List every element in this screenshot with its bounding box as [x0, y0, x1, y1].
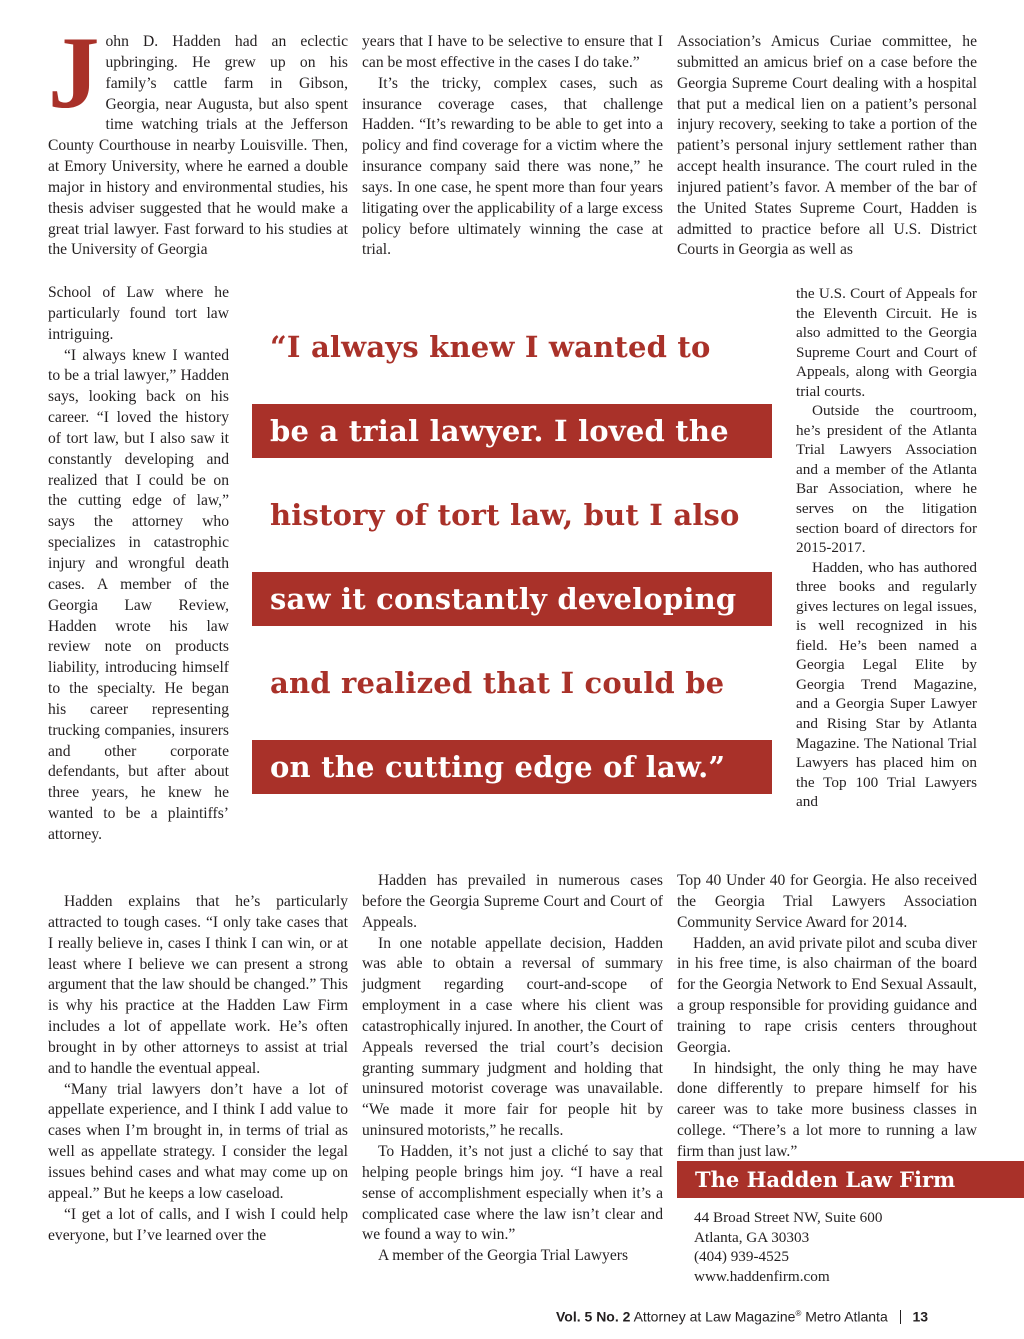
- pull-quote-line: “I always knew I wanted to: [270, 330, 711, 364]
- drop-cap: J: [48, 16, 100, 130]
- page-number: 13: [912, 1308, 929, 1325]
- paragraph: “I get a lot of calls, and I wish I could help everyone, but I’ve learned over the: [48, 1205, 348, 1244]
- firm-address-line-1: 44 Broad Street NW, Suite 600: [694, 1209, 883, 1226]
- article-column-3-top: [677, 32, 977, 261]
- article-column-1-bottom: [48, 892, 348, 1246]
- paragraph: “I always knew I wanted to be a trial lawyer,” Hadden says, looking back on his career. “I loved the history of tort law, but I also saw it constantly developing and realized that I could be on the cutting edge of law,” says the attorney who specializes in catastrophic injury and wrongful death cases. A member of the Georgia Law Review, Hadden wrote his law review note on products liability, introducing himself to the specialty. He began his career representing trucking companies, insurers and other corporate defendants, but after about three years, he knew he wanted to be a plaintiffs’ attorney.: [48, 346, 229, 843]
- paragraph: School of Law where he particularly found tort law intriguing.: [48, 284, 229, 343]
- pull-quote-line: history of tort law, but I also: [270, 498, 740, 532]
- pull-quote-line: saw it constantly developing: [252, 572, 772, 626]
- page-footer: [556, 1304, 986, 1327]
- footer-volume: Vol. 5 No. 2: [556, 1308, 631, 1325]
- paragraph: the U.S. Court of Appeals for the Eleventh Circuit. He is also admitted to the Georgia Supreme Court and Court of Appeals, along with Georgia trial courts.: [796, 285, 977, 400]
- paragraph: A member of the Georgia Trial Lawyers: [378, 1247, 629, 1265]
- paragraph: In one notable appellate decision, Hadden was able to obtain a reversal of summary judgment regarding court-and-scope of employment in a case where his client was catastrophically injured. In another, the Court of Appeals reversed the trial court’s decision granting summary judgment and holding that uninsured motorist coverage was unavailable. “We made it more fair for people hit by uninsured motorists,” he recalls.: [362, 934, 663, 1140]
- footer-edition: Metro Atlanta: [805, 1308, 888, 1325]
- pull-quote-line: and realized that I could be: [270, 666, 725, 700]
- firm-phone: (404) 939-4525: [694, 1248, 789, 1265]
- paragraph: “Many trial lawyers don’t have a lot of appellate experience, and I think I add value to cases when I’m brought in, in terms of trial as well as appellate strategy. I consider the legal issues behind cases and what may come up on appeal.” But he keeps a low caseload.: [48, 1080, 348, 1202]
- registered-mark: ®: [795, 1309, 802, 1318]
- paragraph: years that I have to be selective to ensure that I can be most effective in the cases I do take.”: [362, 33, 663, 71]
- firm-website-link[interactable]: www.haddenfirm.com: [694, 1267, 830, 1285]
- pull-quote-line: be a trial lawyer. I loved the: [252, 404, 772, 458]
- article-column-2-top: [362, 32, 663, 261]
- firm-address-line-2: Atlanta, GA 30303: [694, 1228, 810, 1246]
- article-column-2-bottom: [362, 871, 663, 1267]
- article-column-1-narrow: [48, 283, 229, 846]
- footer-divider: [900, 1310, 901, 1324]
- footer-magazine-name: Attorney at Law Magazine: [633, 1308, 796, 1325]
- paragraph: Outside the courtroom, he’s president of the Atlanta Trial Lawyers Association and a member of the Atlanta Bar Association, where he serves on the litigation section board of directors for 2015-2017.: [796, 402, 977, 557]
- article-column-3-bottom: [677, 871, 977, 1163]
- paragraph: In hindsight, the only thing he may have done differently to prepare himself for his career was to take more business classes in college. “There’s a lot more to running a law firm than just law.”: [677, 1059, 977, 1160]
- pull-quote-line: on the cutting edge of law.”: [252, 740, 772, 794]
- paragraph: Hadden has prevailed in numerous cases before the Georgia Supreme Court and Court of Appeals.: [362, 872, 663, 931]
- paragraph: To Hadden, it’s not just a cliché to say that helping people brings him joy. “I have a real sense of accomplishment especially when it’s a complicated case where the law isn’t clear and we found a way to win.”: [362, 1142, 663, 1244]
- paragraph: Hadden, an avid private pilot and scuba diver in his free time, is also chairman of the board for the Georgia Network to End Sexual Assault, a group responsible for providing guidance and training to rape crisis centers throughout Georgia.: [677, 934, 977, 1056]
- article-column-1-top: [48, 16, 348, 261]
- paragraph: Top 40 Under 40 for Georgia. He also received the Georgia Trial Lawyers Association Community Service Award for 2014.: [677, 872, 977, 931]
- opening-paragraph: ohn D. Hadden had an eclectic upbringing. He grew up on his family’s cattle farm in Gibson, Georgia, near Augusta, but also spent time watching trials at the Jefferson County Courthouse in nearby Louisville. Then, at Emory University, where he earned a double major in history and environmental studies, his thesis adviser suggested that he would make a great trial lawyer. Fast forward to his studies at the University of Georgia: [48, 33, 348, 259]
- article-column-3-narrow: [796, 284, 977, 812]
- paragraph: Association’s Amicus Curiae committee, he submitted an amicus brief on a case before the Georgia Supreme Court dealing with a hospital that put a medical lien on a patient’s personal injury recovery, seeking to take a portion of the patient’s personal injury settlement rather than accept health insurance. The court ruled in the injured patient’s favor. A member of the bar of the United States Supreme Court, Hadden is admitted to practice before all U.S. District Courts in Georgia as well as: [677, 33, 977, 259]
- paragraph: Hadden, who has authored three books and regularly gives lectures on legal issues, is well recognized in his field. He’s been named a Georgia Legal Elite by Georgia Trend Magazine, and a Georgia Super Lawyer and Rising Star by Atlanta Magazine. The National Trial Lawyers has placed him on the Top 100 Trial Lawyers and: [796, 558, 977, 811]
- firm-contact-block: [694, 1208, 974, 1286]
- firm-name-banner: The Hadden Law Firm: [677, 1161, 1024, 1198]
- paragraph: Hadden explains that he’s particularly attracted to tough cases. “I only take cases that I really believe in, cases I think I can win, or at least where I believe we can present a strong argument that the law should be changed.” This is why his practice at the Hadden Law Firm includes a lot of appellate work. He’s often brought in by other attorneys to assist at trial and to handle the eventual appeal.: [48, 893, 348, 1077]
- paragraph: It’s the tricky, complex cases, such as insurance coverage cases, that challenge Hadden. “It’s rewarding to be able to get into a policy and find coverage for a victim where the insurance company said there was none,” he says. In one case, he spent more than four years litigating over the applicability of a large excess policy before ultimately winning the case at trial.: [362, 74, 663, 259]
